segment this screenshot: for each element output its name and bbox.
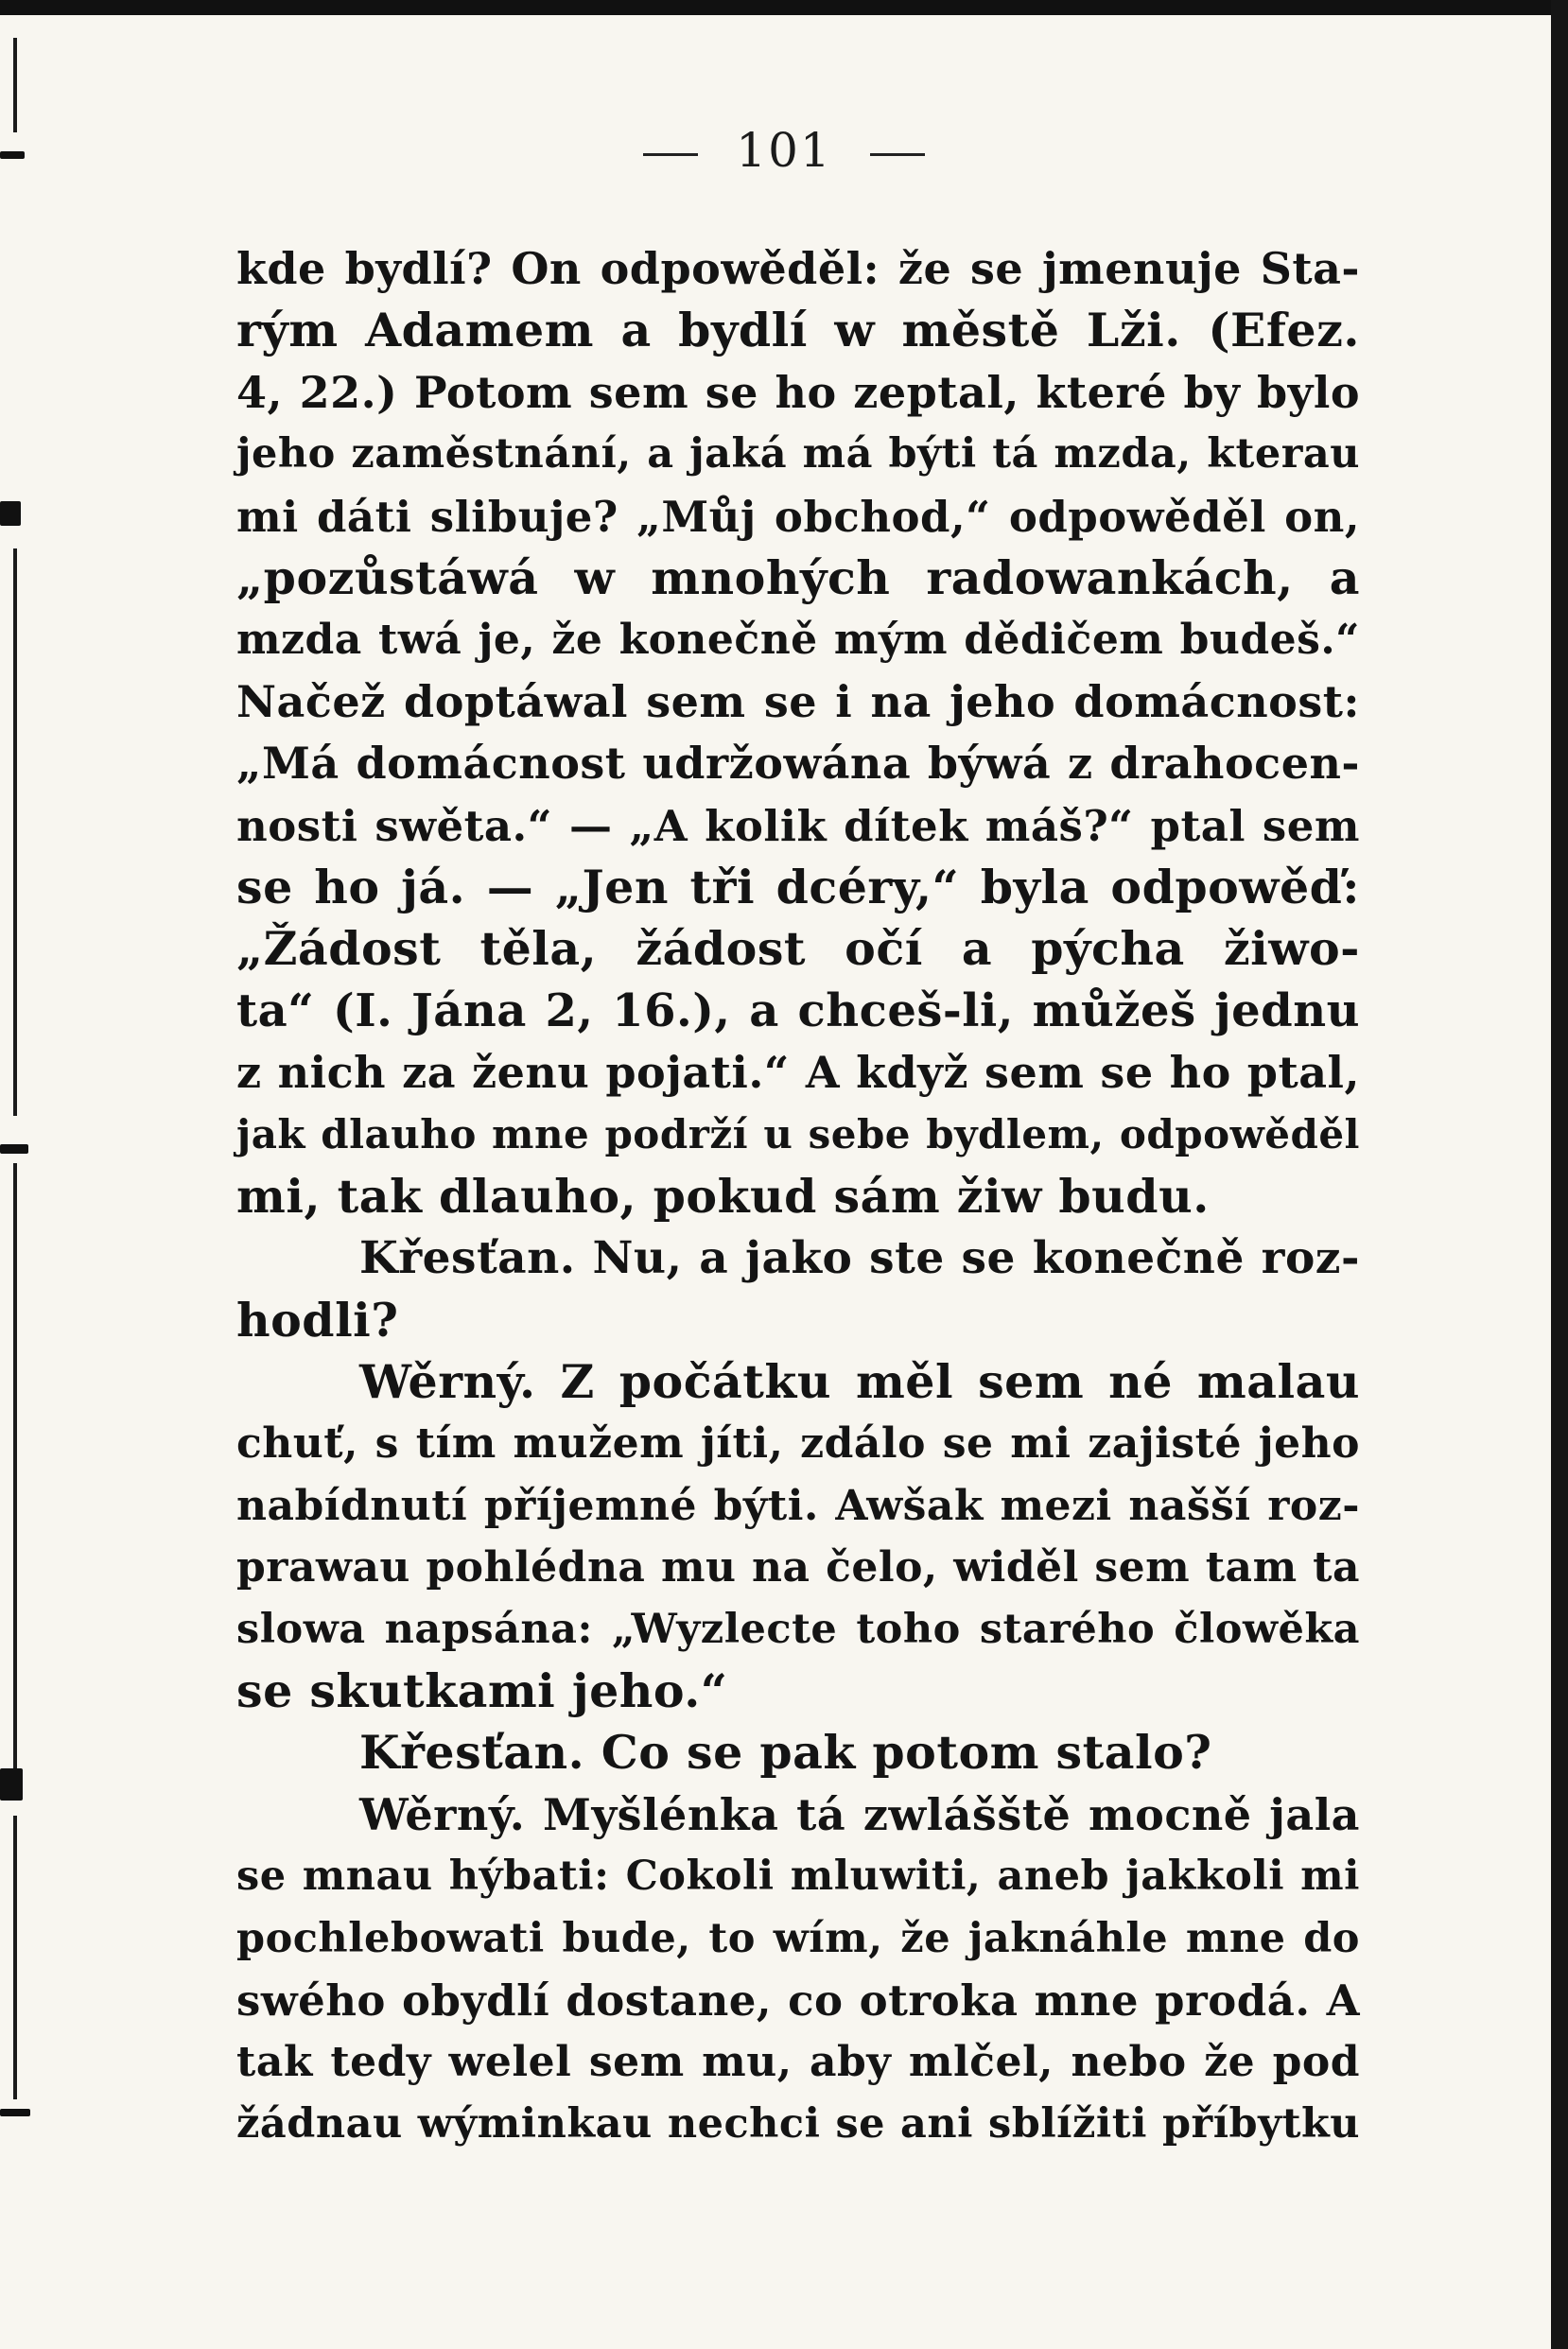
- text-line: Wěrný. Z počátku měl sem né malau: [359, 1354, 1360, 1410]
- binding-mark: [0, 501, 21, 526]
- text-line: „Má domácnost udržowána býwá z drahocen-: [236, 738, 1360, 790]
- binding-rule: [13, 1816, 17, 2099]
- binding-mark: [0, 1768, 23, 1801]
- text-line: rým Adamem a bydlí w městě Lži. (Efez.: [236, 303, 1360, 358]
- text-line: tak tedy welel sem mu, aby mlčel, nebo že pod: [236, 2038, 1360, 2087]
- binding-rule: [13, 1163, 17, 1768]
- text-line: nosti swěta.“ — „A kolik dítek máš?“ ptal sem: [236, 800, 1360, 851]
- binding-mark: [0, 1144, 28, 1154]
- text-line: nabídnutí příjemné býti. Awšak mezi našší roz-: [236, 1481, 1360, 1530]
- binding-rule: [13, 548, 17, 1116]
- page-right-edge: [1551, 0, 1568, 2349]
- text-line: „pozůstáwá w mnohých radowankách, a: [236, 549, 1360, 605]
- text-line: ta“ (I. Jána 2, 16.), a chceš-li, můžeš jednu: [236, 983, 1360, 1037]
- text-line: Křesťan. Co se pak potom stalo?: [359, 1725, 1212, 1781]
- binding-rule: [13, 38, 17, 132]
- text-line: kde bydlí? On odpowěděl: že se jmenuje Sta-: [236, 243, 1360, 294]
- text-line: 4, 22.) Potom sem se ho zeptal, které by bylo: [236, 366, 1360, 418]
- text-line: mi, tak dlauho, pokud sám žiw budu.: [236, 1168, 1210, 1224]
- text-line: Wěrný. Myšlénka tá zwlášště mocně jala: [359, 1788, 1360, 1840]
- text-line: Křesťan. Nu, a jako ste se konečně roz-: [359, 1232, 1360, 1285]
- header-dash-left: [643, 153, 698, 156]
- body-text: [236, 238, 1360, 2155]
- text-line: hodli?: [236, 1292, 399, 1348]
- text-line: pochlebowati bude, to wím, že jaknáhle mne do: [236, 1914, 1360, 1962]
- text-line: mi dáti slibuje? „Můj obchod,“ odpowěděl on,: [236, 491, 1360, 542]
- binding-mark: [0, 2109, 30, 2116]
- text-line: jeho zaměstnání, a jaká má býti tá mzda, kterau: [236, 430, 1360, 478]
- page-header: [0, 123, 1568, 178]
- text-line: se skutkami jeho.“: [236, 1662, 728, 1718]
- page-top-edge: [0, 0, 1568, 15]
- text-line: prawau pohlédna mu na čelo, widěl sem tam ta: [236, 1543, 1360, 1592]
- text-line: Načež doptáwal sem se i na jeho domácnost:: [236, 675, 1360, 727]
- page-number: 101: [736, 123, 832, 178]
- text-line: mzda twá je, že konečně mým dědičem budeš.“: [236, 616, 1360, 665]
- text-line: žádnau wýminkau nechci se ani sblížiti příbytku: [236, 2099, 1360, 2148]
- text-line: se mnau hýbati: Cokoli mluwiti, aneb jakkoli mi: [236, 1853, 1360, 1901]
- text-line: „Žádost těla, žádost očí a pýcha žiwo-: [236, 921, 1360, 977]
- text-line: slowa napsána: „Wyzlecte toho starého člowěka: [236, 1605, 1360, 1653]
- header-dash-right: [870, 153, 925, 156]
- text-line: se ho já. — „Jen tři dcéry,“ byla odpowěď:: [236, 859, 1360, 914]
- text-line: z nich za ženu pojati.“ A když sem se ho ptal,: [236, 1047, 1360, 1099]
- text-line: chuť, s tím mužem jíti, zdálo se mi zajisté jeho: [236, 1419, 1360, 1469]
- text-line: swého obydlí dostane, co otroka mne prodá. A: [236, 1975, 1360, 2026]
- text-line: jak dlauho mne podrží u sebe bydlem, odpowěděl: [236, 1111, 1360, 1158]
